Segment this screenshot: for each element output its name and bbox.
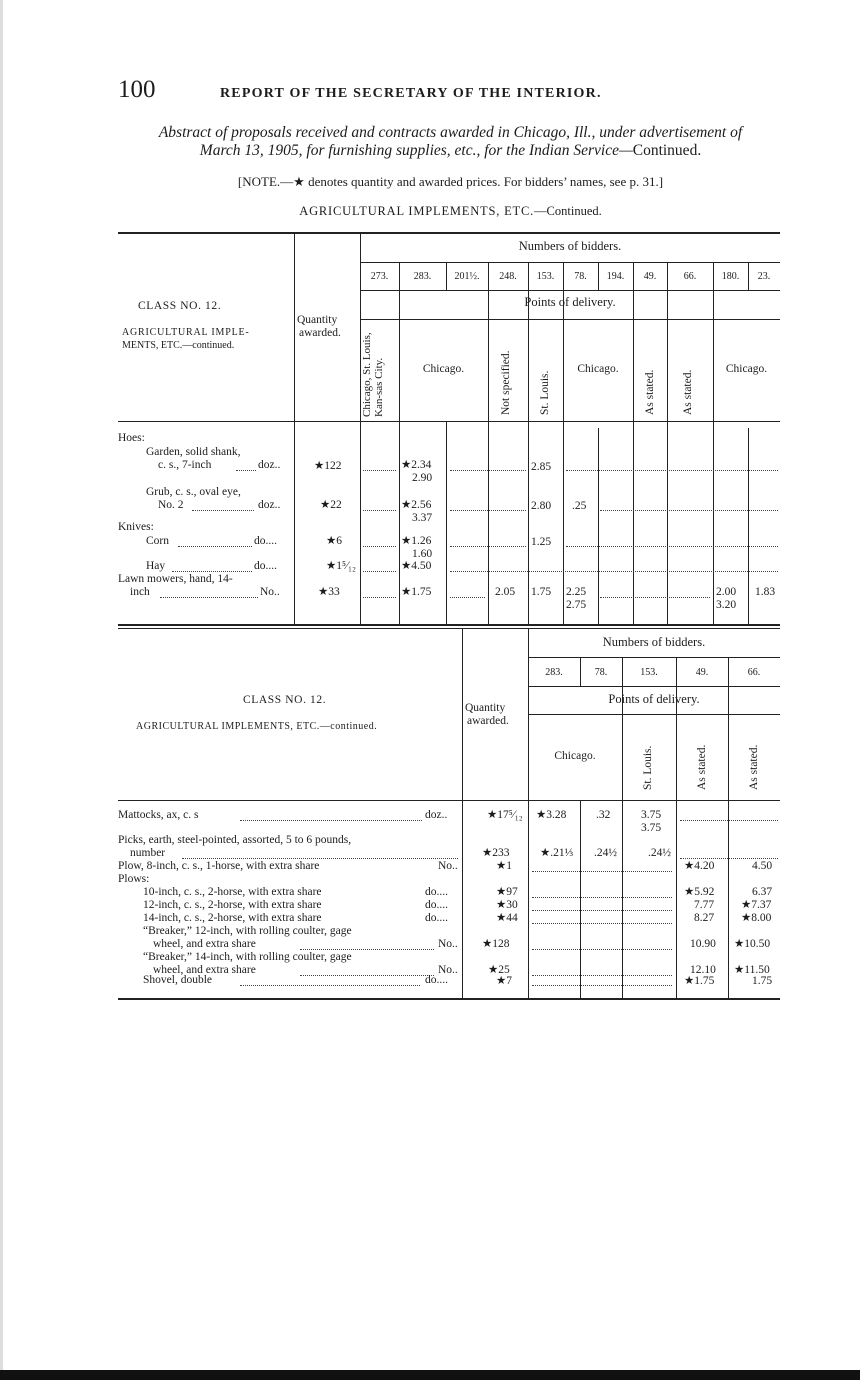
price: ★1.26 [401,535,432,547]
price: 7.77 [694,899,715,911]
leader-dots [680,820,778,821]
row-unit: do.... [425,886,448,898]
section-title-text: AGRICULTURAL IMPLEMENTS, ETC. [299,204,535,218]
bidder-number: 273. [370,271,389,282]
quantity: ★122 [314,460,342,472]
row-label-plows: Plows: [118,873,150,885]
delivery-chicago: Chicago. [725,363,768,375]
table1-points-header: Points of delivery. [524,295,616,309]
row-label: Grub, c. s., oval eye, [146,486,241,498]
table2-qty-header-1: Quantity [465,702,506,714]
table1-col-rule [399,262,400,624]
row-unit: do.... [425,974,448,986]
table2-rule [528,714,780,715]
row-unit: doz.. [425,809,448,821]
table1-col-rule [360,232,361,624]
leader-dots [680,858,778,859]
table1-col-rule [598,428,599,624]
price: ★11.50 [734,964,770,976]
price: ★3.28 [536,809,567,821]
table2-col-rule [622,657,623,998]
price: ★4.50 [401,560,432,572]
delivery-as-stated: As stated. [682,369,694,415]
row-label: No. 2 [158,499,184,511]
leader-dots [363,470,396,471]
row-unit: do.... [425,912,448,924]
row-label: Plow, 8-inch, c. s., 1-horse, with extra share [118,860,320,872]
row-label-knives: Knives: [118,521,154,533]
row-unit: do.... [254,560,277,572]
scan-border [0,1370,860,1380]
leader-dots [363,510,396,511]
price: .25 [572,500,587,512]
delivery-st-louis: St. Louis. [642,745,654,790]
price: ★1.75 [401,586,432,598]
row-label: Hay [146,560,166,572]
price: .32 [596,809,611,821]
row-label: inch [130,586,150,598]
price: ★4.20 [684,860,715,872]
table1-col-rule [563,262,564,624]
price: ★2.56 [401,499,432,511]
quantity: ★233 [482,847,510,859]
leader-dots [566,546,778,547]
price: 2.90 [412,472,433,484]
table2-col-rule [462,628,463,998]
delivery-chicago: Chicago. [422,363,465,375]
bidder-number: 153. [536,271,555,282]
row-label: wheel, and extra share [153,938,256,950]
leader-dots [240,985,420,986]
table2-class-label: CLASS NO. 12. [243,694,327,706]
leader-dots [450,571,778,572]
row-label: 12-inch, c. s., 2-horse, with extra share [143,899,322,911]
price: ★2.34 [401,459,432,471]
table2-rule [528,657,780,658]
price: .24½ [648,847,671,859]
table1-rule [360,290,780,291]
leader-dots [300,975,434,976]
price: 1.83 [755,586,776,598]
price: ★10.50 [734,938,771,950]
table1-col-rule [488,262,489,624]
delivery-as-stated: As stated. [644,369,656,415]
price: ★1.75 [684,975,715,987]
row-unit: do.... [425,899,448,911]
bidder-number: 153. [640,667,658,678]
price: 2.05 [495,586,516,598]
table1-qty-header-1: Quantity [297,314,338,326]
leader-dots [532,975,672,976]
quantity: ★7 [496,975,513,987]
table1-col-rule [294,232,295,624]
quantity: ★97 [496,886,518,898]
bidder-number: 283. [545,667,563,678]
leader-dots [450,510,526,511]
row-unit: doz.. [258,459,281,471]
row-label: wheel, and extra share [153,964,256,976]
price: ★8.00 [741,912,772,924]
bidder-number: 23. [757,271,771,282]
abstract-heading [118,124,783,160]
table1-col-rule [713,262,714,624]
leader-dots [450,470,526,471]
table1-head-rule [118,421,780,422]
row-unit: No.. [260,586,280,598]
price: 2.80 [531,500,552,512]
row-unit: No.. [438,938,458,950]
note: [NOTE.—★ denotes quantity and awarded prices. For bidders’ names, see p. 31.] [237,174,664,189]
table1-col-rule [633,262,634,624]
leader-dots [532,923,672,924]
delivery-as-stated: As stated. [748,744,760,790]
bidder-number: 78. [594,667,608,678]
abstract-line-1: Abstract of proposals received and contracts awarded in Chicago, Ill., under advertisement of [158,124,743,141]
leader-dots [566,470,778,471]
quantity: ★44 [496,912,518,924]
running-head: REPORT OF THE SECRETARY OF THE INTERIOR. [220,86,602,101]
table2-qty-header-2: awarded. [467,715,509,727]
table1-top-rule [118,232,780,234]
leader-dots [532,985,672,986]
quantity: ★33 [318,586,340,598]
table2-col-rule [528,628,529,998]
price: 3.37 [412,512,433,524]
table2-col-rule [728,657,729,998]
quantity: ★22 [320,499,342,511]
table1-col-rule [667,262,668,624]
bidder-number: 66. [747,667,761,678]
abstract-line-2-text: March 13, 1905, for furnishing supplies, etc., for the Indian Service— [199,142,633,159]
price: ★.21⅓ [540,847,574,859]
bidder-number: 66. [683,271,697,282]
price: 1.75 [531,586,552,598]
table2-numbers-header: Numbers of bidders. [602,635,706,649]
bidder-number: 180. [721,271,740,282]
row-label: Garden, solid shank, [146,446,241,458]
leader-dots [236,470,256,471]
leader-dots [450,597,485,598]
table2-head-rule [118,800,780,801]
price: 2.25 [566,586,587,598]
table1-col-rule [446,421,447,624]
leader-dots [363,597,396,598]
row-label: 14-inch, c. s., 2-horse, with extra share [143,912,322,924]
leader-dots [450,546,526,547]
row-label: Lawn mowers, hand, 14- [118,573,233,585]
delivery-not-specified: Not specified. [500,350,512,415]
leader-dots [363,546,396,547]
leader-dots [532,897,672,898]
quantity: ★17⁵⁄₁₂ [487,809,523,821]
quantity: ★30 [496,899,518,911]
table2-top-rule [118,628,780,629]
price: 6.37 [752,886,773,898]
table2-points-header: Points of delivery. [608,692,700,706]
price: 2.00 [716,586,737,598]
section-title [118,204,783,219]
table2-rule [528,686,780,687]
price: .24½ [594,847,617,859]
leader-dots [600,510,778,511]
bidder-number: 283. [413,271,432,282]
price: 4.50 [752,860,773,872]
leader-dots [182,858,458,859]
price: 3.20 [716,599,737,611]
delivery-chicago: Chicago. [577,363,619,375]
leader-dots [178,546,252,547]
row-label-hoes: Hoes: [118,432,145,444]
row-label: number [130,847,166,859]
bidder-number: 49. [643,271,657,282]
price: ★5.92 [684,886,715,898]
row-label: Shovel, double [143,974,212,986]
table1-class-sub-1: AGRICULTURAL IMPLE- [122,327,250,338]
price: 2.85 [531,461,552,473]
row-label: Picks, earth, steel-pointed, assorted, 5 to 6 pounds, [118,834,352,846]
section-continued: —Continued. [534,204,602,218]
bidder-number: 248. [499,271,517,282]
quantity: ★1⁵⁄₁₂ [326,560,357,572]
leader-dots [363,571,396,572]
row-label: c. s., 7-inch [158,459,212,471]
quantity: ★25 [488,964,510,976]
table2-bottom-rule [118,998,780,1000]
table1-col-rule [748,428,749,624]
abstract-continued: Continued. [632,142,702,159]
leader-dots [532,910,672,911]
quantity: ★6 [326,535,343,547]
price: ★7.37 [741,899,772,911]
bidder-number: 194. [606,271,625,282]
table1-class-label: CLASS NO. 12. [138,300,222,312]
row-unit: No.. [438,860,458,872]
page-edge [0,0,3,1380]
delivery-chicago-stlouis-kc: Chicago, St. Louis, Kan-sas City. [361,332,385,417]
row-unit: No.. [438,964,458,976]
leader-dots [192,510,254,511]
table1-numbers-header: Numbers of bidders. [518,239,622,253]
row-unit: do.... [254,535,277,547]
quantity: ★128 [482,938,510,950]
leader-dots [172,571,252,572]
table2-col-rule [580,800,581,998]
price: 12.10 [690,964,716,976]
quantity: ★1 [496,860,513,872]
delivery-as-stated: As stated. [696,744,708,790]
abstract-line-2 [118,142,783,160]
price: 1.60 [412,548,433,560]
delivery-chicago: Chicago. [554,750,596,762]
table2-class-sub: AGRICULTURAL IMPLEMENTS, ETC.—continued. [136,721,378,732]
price: 1.25 [531,536,552,548]
price: 3.75 [641,822,662,834]
table1-col-rule [528,262,529,624]
delivery-st-louis: St. Louis. [539,370,551,415]
bidder-number: 49. [695,667,709,678]
row-label: 10-inch, c. s., 2-horse, with extra share [143,886,322,898]
price: 8.27 [694,912,715,924]
price: 1.75 [752,975,773,987]
row-label: Corn [146,535,169,547]
row-unit: doz.. [258,499,281,511]
price: 2.75 [566,599,587,611]
row-label: “Breaker,” 14-inch, with rolling coulter, gage [143,951,352,963]
row-label: “Breaker,” 12-inch, with rolling coulter, gage [143,925,352,937]
table1-rule [360,262,780,263]
leader-dots [300,949,434,950]
price: 10.90 [690,938,716,950]
leader-dots [160,597,258,598]
table1-rule [360,319,780,320]
bidder-number: 201½. [454,271,480,282]
table2-col-rule [676,657,677,998]
table1-qty-header-2: awarded. [299,327,341,339]
price: 3.75 [641,809,662,821]
bidder-number: 78. [574,271,587,282]
leader-dots [532,949,672,950]
page-number: 100 [118,76,156,103]
leader-dots [600,597,710,598]
table1-class-sub-2: MENTS, ETC.—continued. [122,340,235,351]
leader-dots [240,820,422,821]
leader-dots [532,871,672,872]
row-label: Mattocks, ax, c. s [118,809,199,821]
table1-bottom-rule [118,624,780,626]
